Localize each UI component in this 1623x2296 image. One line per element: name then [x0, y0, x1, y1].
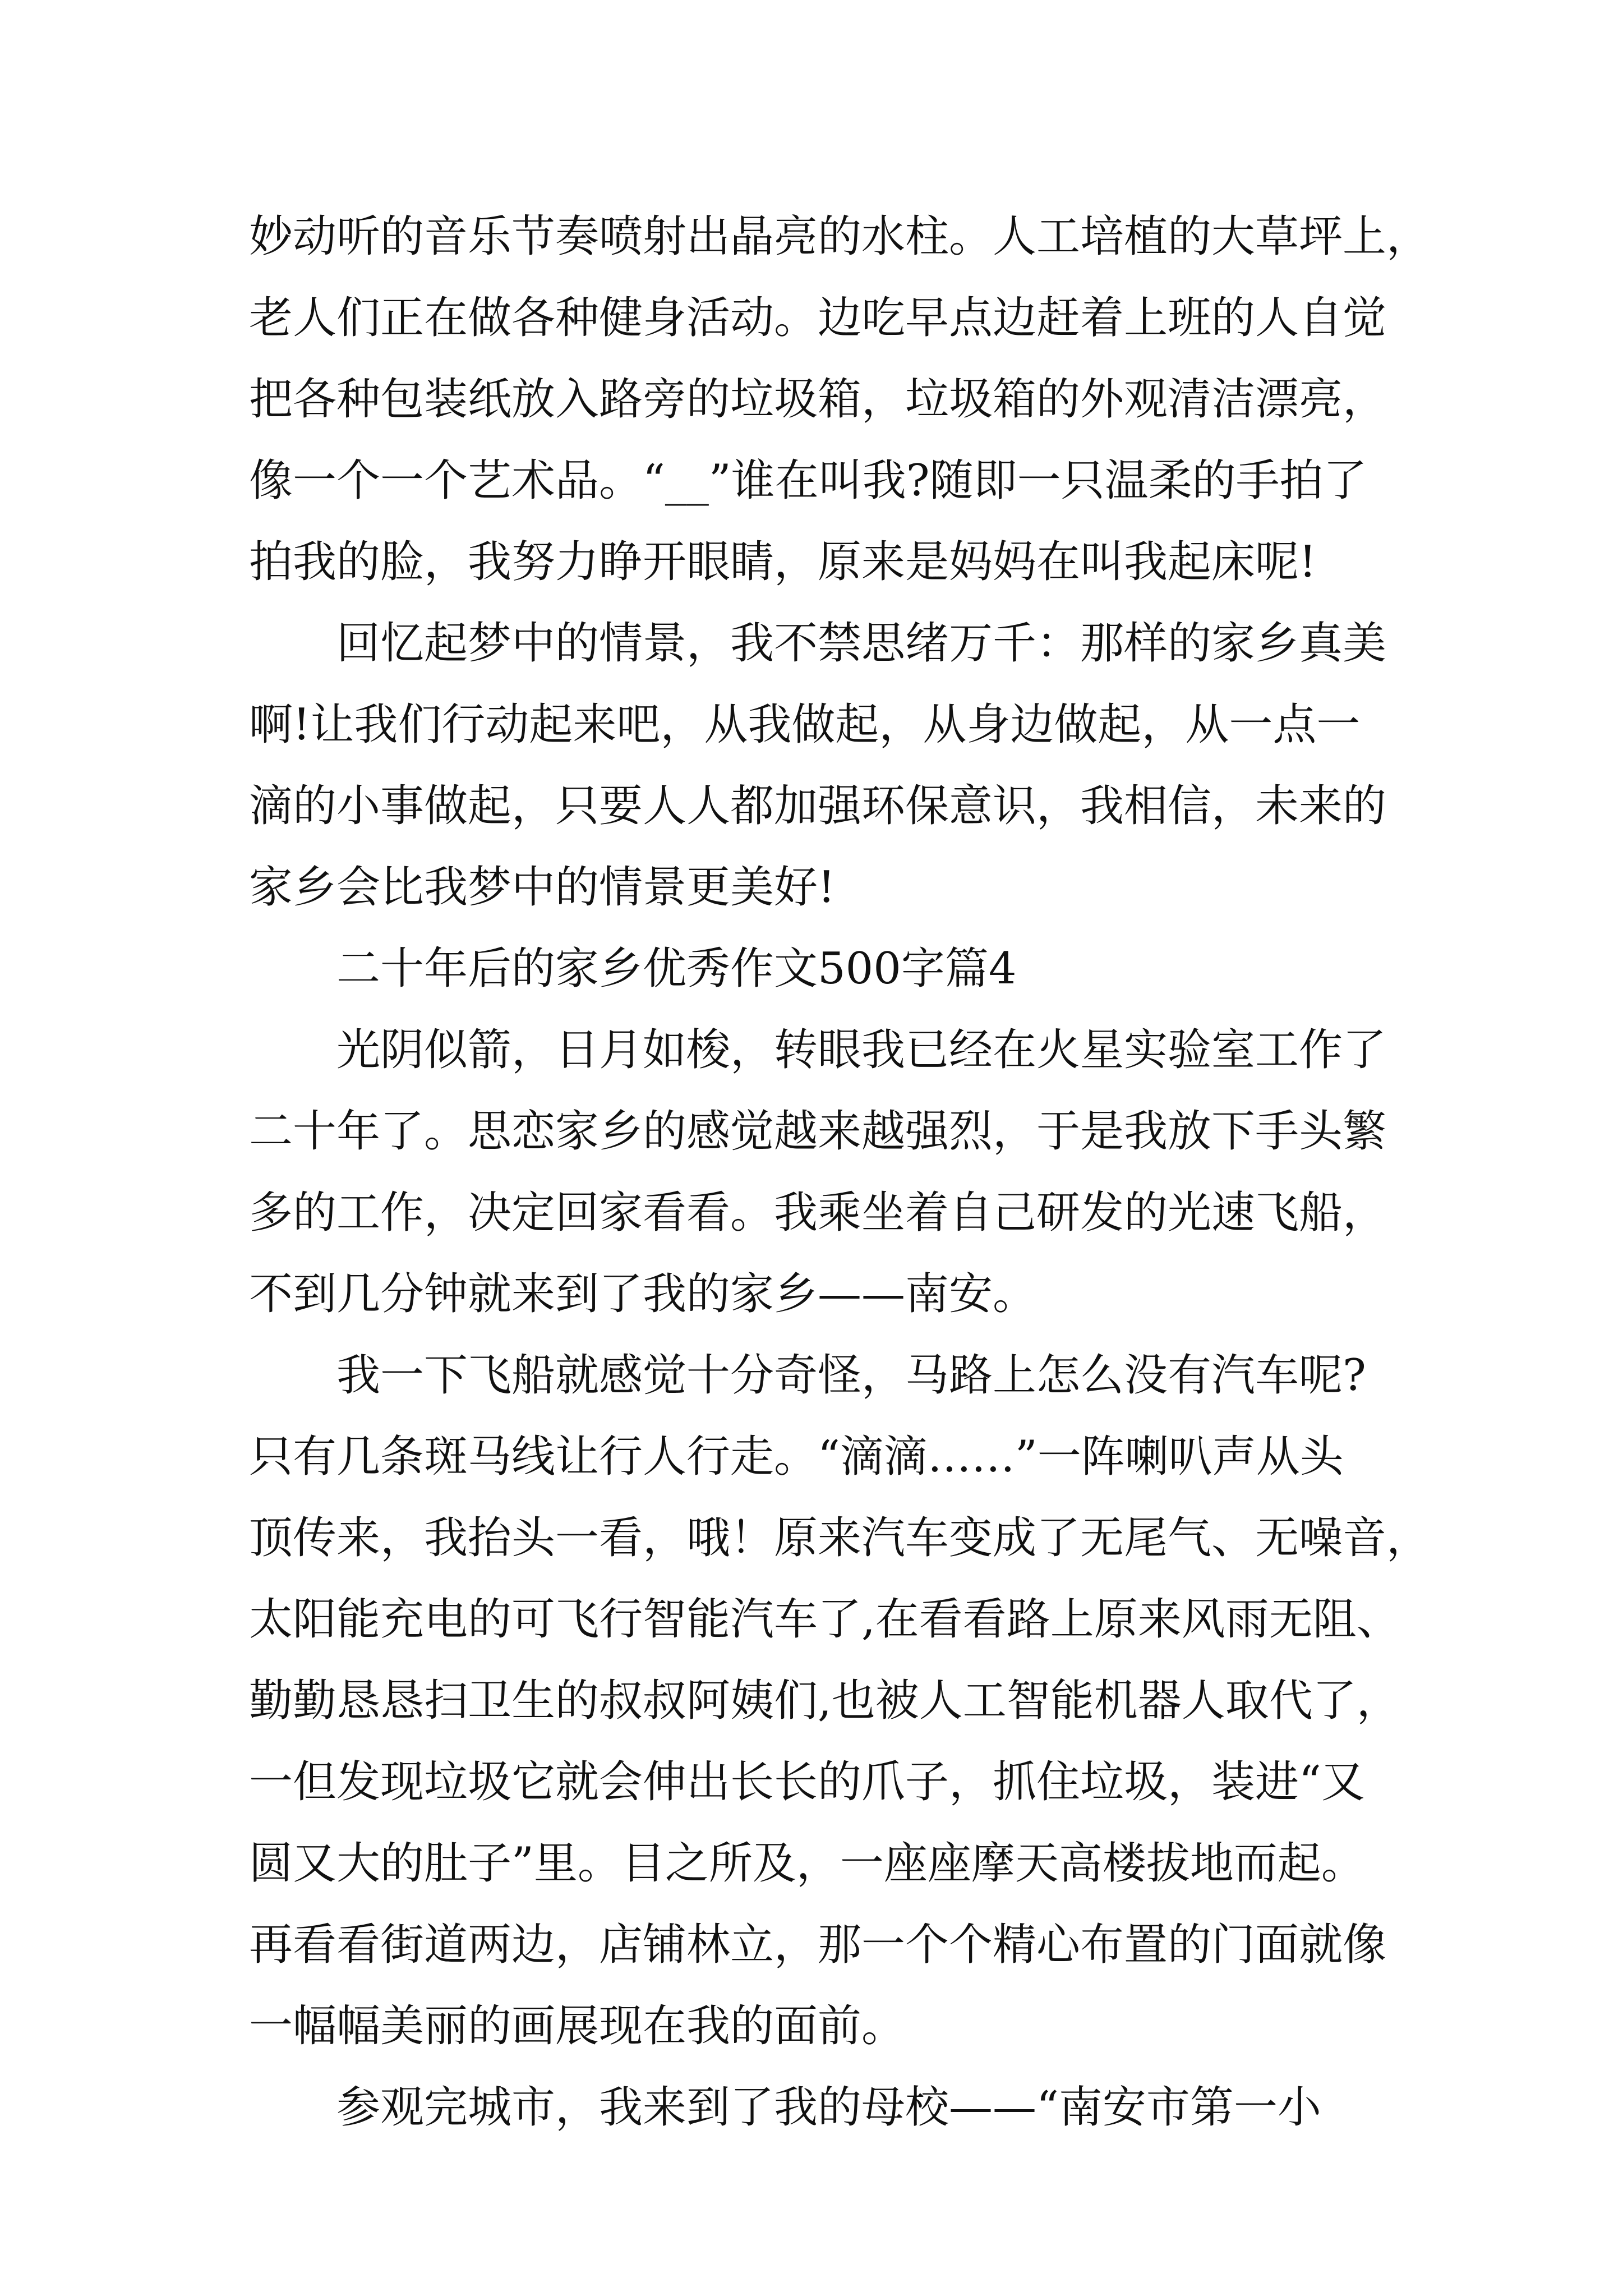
text-line: 把各种包装纸放入路旁的垃圾箱，垃圾箱的外观清洁漂亮， [249, 374, 1387, 425]
text-line: 太阳能充电的可飞行智能汽车了,在看看路上原来风雨无阻、 [249, 1594, 1400, 1645]
text-line: 圆又大的肚子”里。目之所及，一座座摩天高楼拔地而起。 [249, 1838, 1365, 1889]
text-line: 不到几分钟就来到了我的家乡——南安。 [249, 1269, 1037, 1319]
text-line: 二十年了。思恋家乡的感觉越来越强烈，于是我放下手头繁 [249, 1106, 1387, 1157]
text-line: 老人们正在做各种健身活动。边吃早点边赶着上班的人自觉 [249, 293, 1387, 343]
text-line: 啊!让我们行动起来吧，从我做起，从身边做起，从一点一 [249, 700, 1361, 750]
text-line: 光阴似箭，日月如梭，转眼我已经在火星实验室工作了 [336, 1025, 1387, 1075]
text-line: 勤勤恳恳扫卫生的叔叔阿姨们,也被人工智能机器人取代了， [249, 1676, 1400, 1726]
text-line: 拍我的脸，我努力睁开眼睛，原来是妈妈在叫我起床呢! [249, 537, 1317, 587]
text-line: 参观完城市，我来到了我的母校——“南安市第一小 [336, 2082, 1321, 2133]
text-line: 像一个一个艺术品。“__”谁在叫我?随即一只温柔的手拍了 [249, 455, 1367, 506]
text-line: 再看看街道两边，店铺林立，那一个个精心布置的门面就像 [249, 1920, 1387, 1970]
text-line: 妙动听的音乐节奏喷射出晶亮的水柱。人工培植的大草坪上， [249, 211, 1431, 262]
text-line: 我一下飞船就感觉十分奇怪，马路上怎么没有汽车呢? [336, 1350, 1366, 1401]
text-line: 家乡会比我梦中的情景更美好! [249, 862, 836, 913]
text-line: 一幅幅美丽的画展现在我的面前。 [249, 2001, 906, 2051]
section-heading: 二十年后的家乡优秀作文500字篇4 [336, 944, 1017, 994]
text-line: 滴的小事做起，只要人人都加强环保意识，我相信，未来的 [249, 781, 1387, 831]
text-line: 只有几条斑马线让行人行走。“滴滴……”一阵喇叭声从头 [249, 1432, 1344, 1482]
text-line: 一但发现垃圾它就会伸出长长的爪子，抓住垃圾，装进“又 [249, 1757, 1365, 1807]
text-line: 多的工作，决定回家看看。我乘坐着自己研发的光速飞船， [249, 1188, 1387, 1238]
text-line: 顶传来，我抬头一看，哦！原来汽车变成了无尾气、无噪音， [249, 1513, 1431, 1563]
text-line: 回忆起梦中的情景，我不禁思绪万千：那样的家乡真美 [336, 618, 1387, 669]
